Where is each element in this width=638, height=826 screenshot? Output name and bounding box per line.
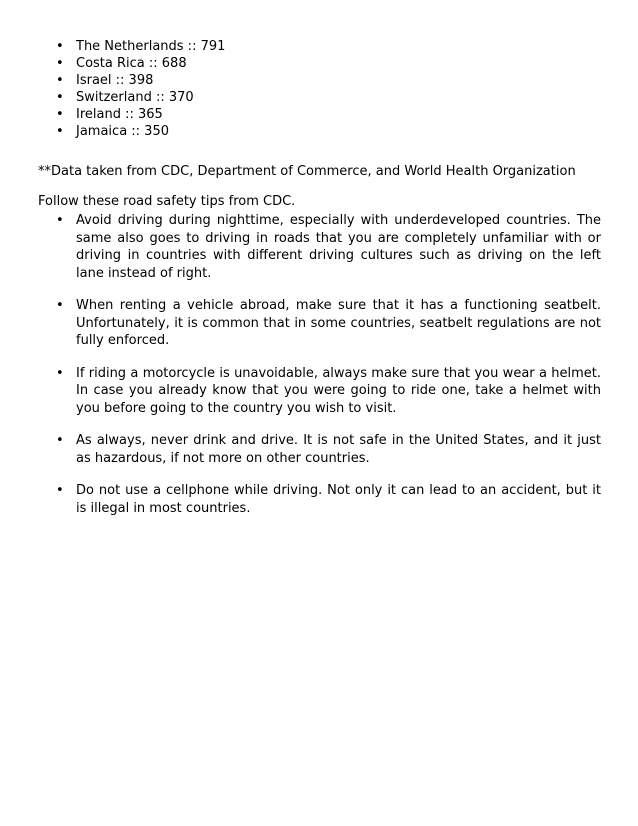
list-item: • Israel :: 398 bbox=[56, 72, 225, 89]
safety-tip: • Do not use a cellphone while driving. Not only it can lead to an accident, but it is illegal in most countries. bbox=[56, 482, 601, 517]
safety-tip: • When renting a vehicle abroad, make sure that it has a functioning seatbelt. Unfortunately, it is common that in some countries, seatbelt regulations are not fully enforced. bbox=[56, 297, 601, 350]
tips-intro: Follow these road safety tips from CDC. bbox=[38, 194, 296, 209]
safety-tip: • If riding a motorcycle is unavoidable, always make sure that you wear a helmet. In case you already know that you were going to ride one, take a helmet with you before going to the country you wish to visit. bbox=[56, 365, 601, 418]
list-item: • Jamaica :: 350 bbox=[56, 123, 225, 140]
safety-tip: • Avoid driving during nighttime, especially with underdeveloped countries. The same also goes to driving in roads that you are completely unfamiliar with or driving in countries with different driving cultures such as driving on the left lane instead of right. bbox=[56, 212, 601, 282]
safety-tip: • As always, never drink and drive. It is not safe in the United States, and it just as hazardous, if not more on other countries. bbox=[56, 432, 601, 467]
list-item: • Costa Rica :: 688 bbox=[56, 55, 225, 72]
list-item: • The Netherlands :: 791 bbox=[56, 38, 225, 55]
country-list bbox=[56, 38, 225, 140]
list-item: • Ireland :: 365 bbox=[56, 106, 225, 123]
list-item: • Switzerland :: 370 bbox=[56, 89, 225, 106]
safety-tips-list bbox=[56, 212, 601, 532]
source-note: **Data taken from CDC, Department of Commerce, and World Health Organization bbox=[38, 164, 576, 179]
